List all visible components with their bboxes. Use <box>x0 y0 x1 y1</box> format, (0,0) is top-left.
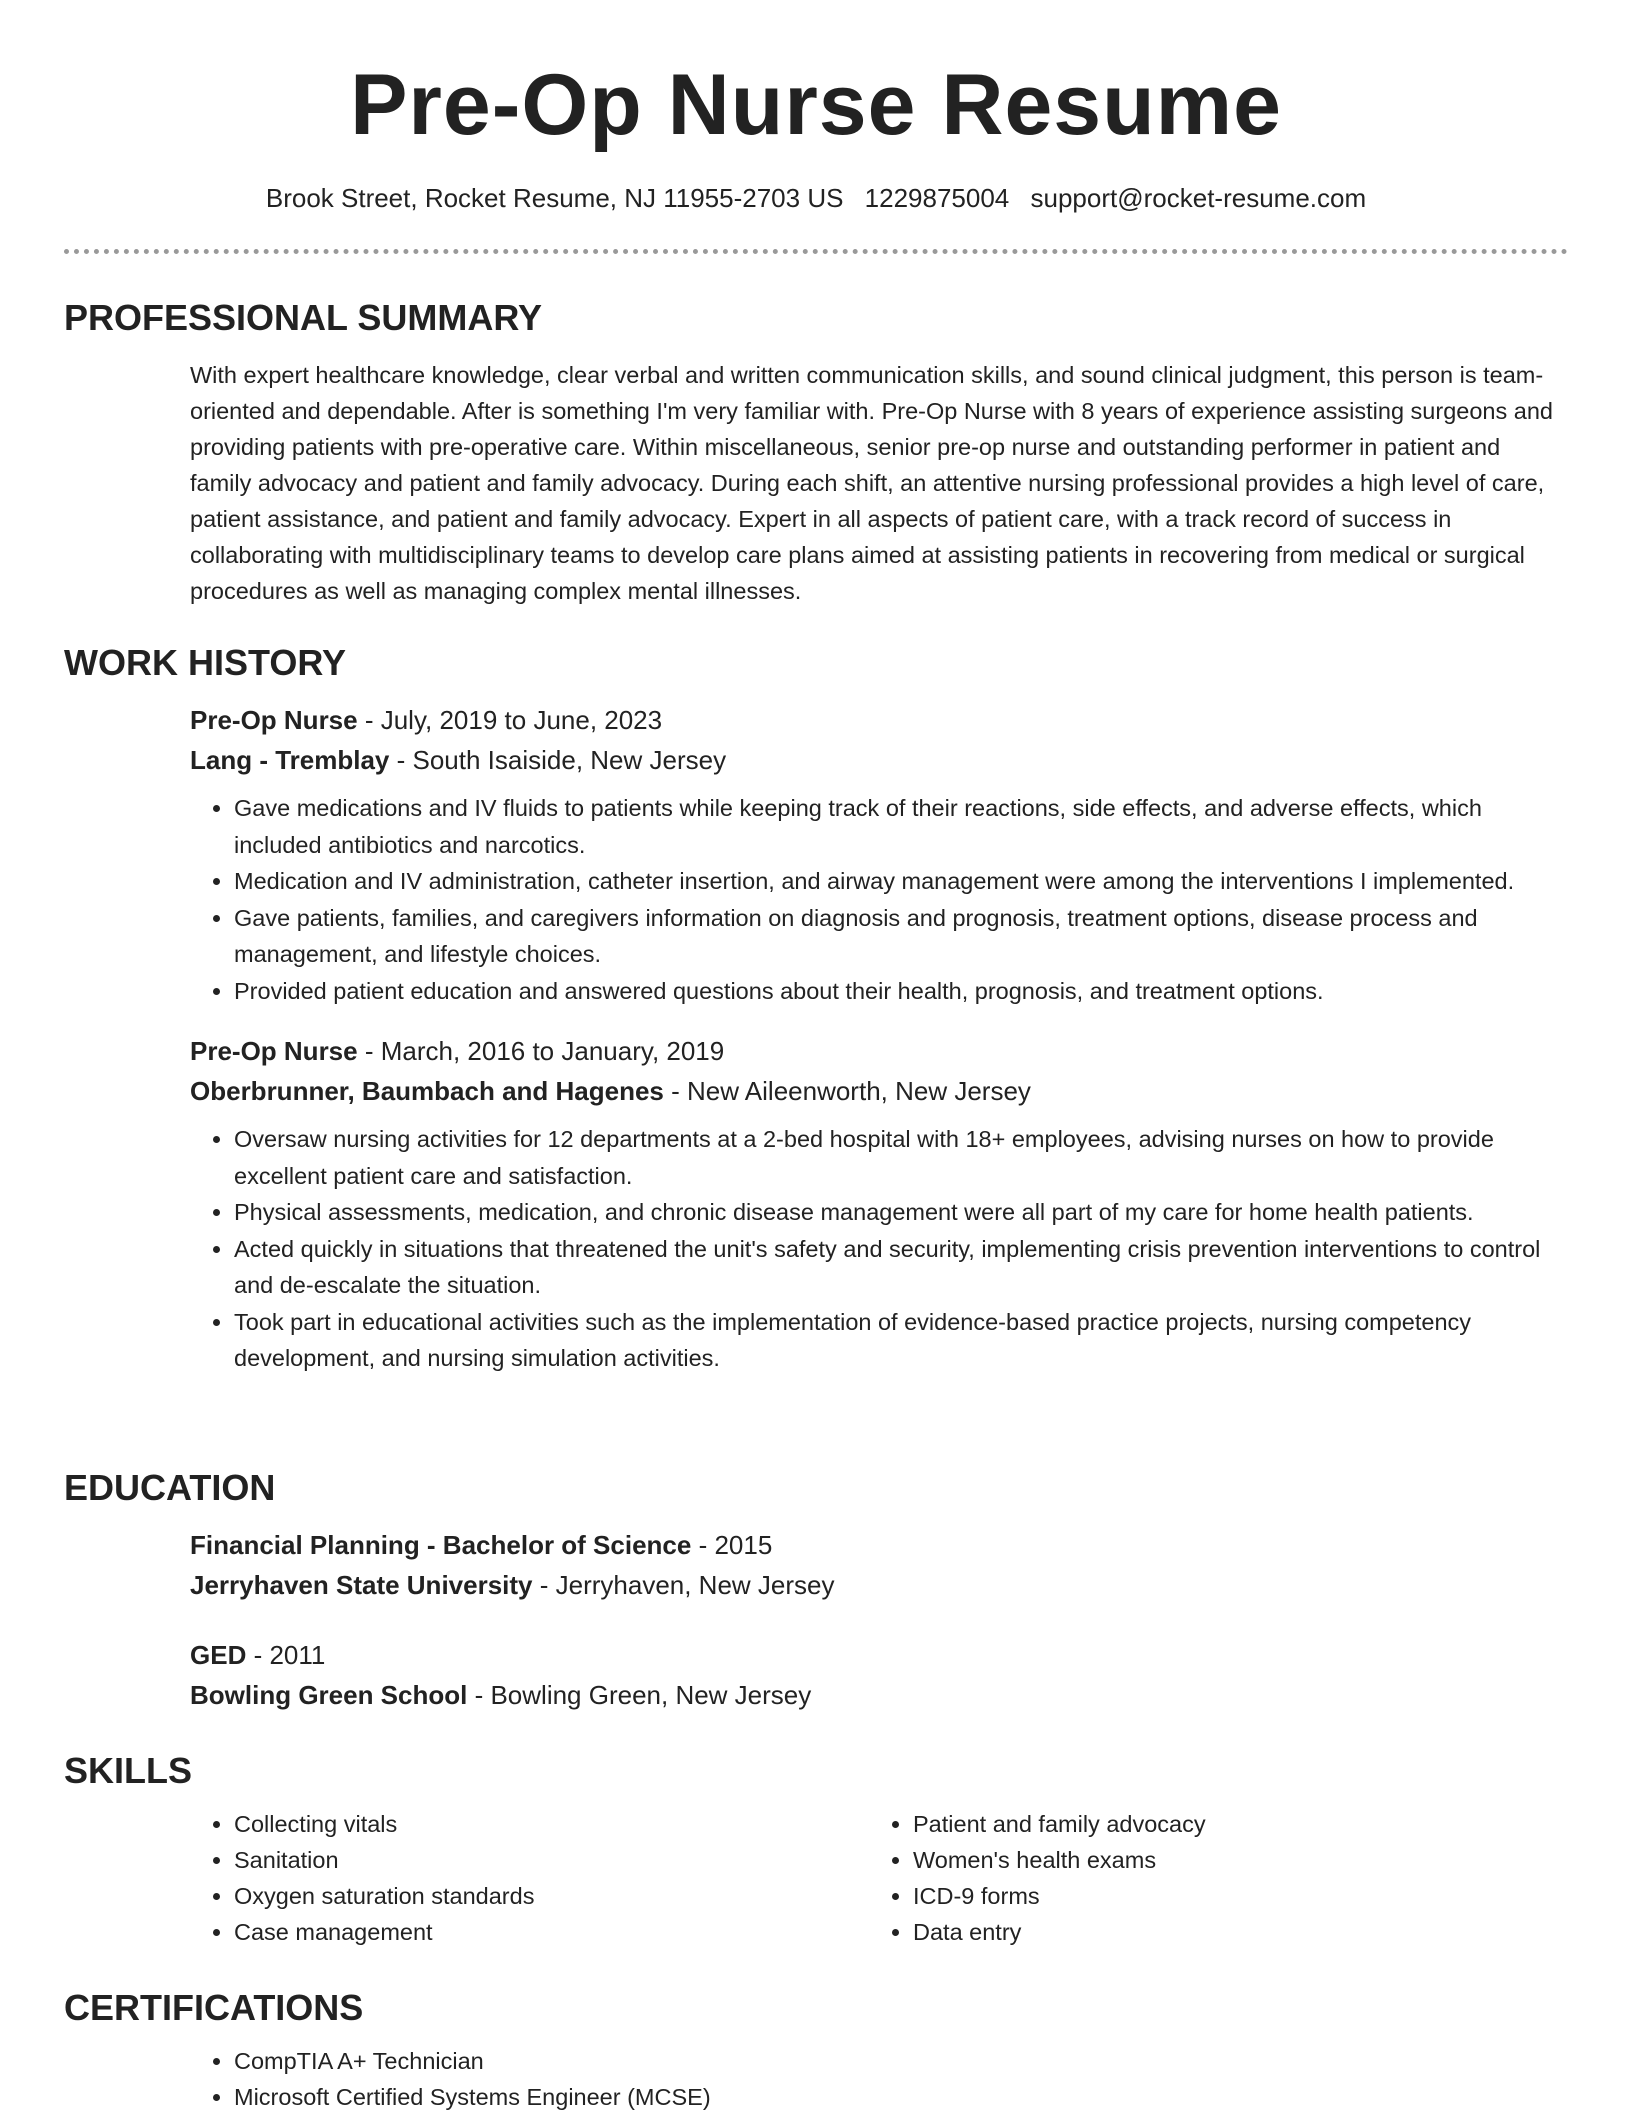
certifications-list <box>190 2043 869 2112</box>
job-role: Pre-Op Nurse <box>190 1036 358 1066</box>
contact-email: support@rocket-resume.com <box>1030 183 1367 213</box>
contact-address: Brook Street, Rocket Resume, NJ 11955-2703 US <box>265 183 844 213</box>
list-item: • CompTIA A+ Technician <box>234 2043 869 2079</box>
job-dates: - July, 2019 to June, 2023 <box>357 705 663 735</box>
job-company-line <box>190 1071 1568 1111</box>
job-location: - New Aileenworth, New Jersey <box>663 1076 1031 1106</box>
job-company: Lang - Tremblay <box>190 745 390 775</box>
education-degree: GED <box>190 1640 247 1670</box>
list-item: • Medication and IV administration, catheter insertion, and airway management were among the interventions I implemented. <box>234 863 1568 900</box>
header-divider <box>64 249 1568 254</box>
education-degree-line <box>190 1635 1568 1675</box>
section-title-certifications: CERTIFICATIONS <box>64 1987 364 2028</box>
work-history-section <box>64 640 1568 1377</box>
education-entry <box>64 1525 1568 1605</box>
list-item: • Took part in educational activities such as the implementation of evidence-based practice projects, nursing competency development, and nursing simulation activities. <box>234 1304 1568 1377</box>
summary-section <box>64 295 1568 609</box>
list-item: • Gave medications and IV fluids to patients while keeping track of their reactions, side effects, and adverse effects, which included antibiotics and narcotics. <box>234 790 1568 863</box>
list-item: • Women's health exams <box>913 1842 1548 1878</box>
job-company-line <box>190 740 1568 780</box>
job-dates: - March, 2016 to January, 2019 <box>357 1036 725 1066</box>
contact-phone: 1229875004 <box>864 183 1010 213</box>
education-school-line <box>190 1565 1568 1605</box>
list-item: • Provided patient education and answered questions about their health, prognosis, and treatment options. <box>234 973 1568 1010</box>
contact-line <box>0 180 1632 216</box>
list-item: • Sanitation <box>234 1842 869 1878</box>
skills-columns <box>190 1806 1568 1950</box>
education-location: - Bowling Green, New Jersey <box>467 1680 812 1710</box>
certifications-section <box>64 1985 1568 2112</box>
list-item: • Oversaw nursing activities for 12 departments at a 2-bed hospital with 18+ employees, advising nurses on how to provide excellent patient care and satisfaction. <box>234 1121 1568 1194</box>
skills-list-right <box>869 1806 1548 1950</box>
job-title-line <box>190 1031 1568 1071</box>
list-item: • Physical assessments, medication, and chronic disease management were all part of my care for home health patients. <box>234 1194 1568 1231</box>
education-school: Jerryhaven State University <box>190 1570 533 1600</box>
list-item: • Data entry <box>913 1914 1548 1950</box>
education-location: - Jerryhaven, New Jersey <box>532 1570 835 1600</box>
section-title-education: EDUCATION <box>64 1467 276 1508</box>
job-company: Oberbrunner, Baumbach and Hagenes <box>190 1076 664 1106</box>
list-item: • ICD-9 forms <box>913 1878 1548 1914</box>
resume-title: Pre-Op Nurse Resume <box>350 57 1282 153</box>
list-item: • Collecting vitals <box>234 1806 869 1842</box>
skills-section <box>64 1748 1568 1950</box>
section-title-summary: PROFESSIONAL SUMMARY <box>64 297 543 338</box>
education-year: - 2015 <box>691 1530 773 1560</box>
list-item: • Acted quickly in situations that threatened the unit's safety and security, implementing crisis prevention interventions to control and de-escalate the situation. <box>234 1231 1568 1304</box>
job-entry <box>64 700 1568 1009</box>
education-school: Bowling Green School <box>190 1680 468 1710</box>
education-year: - 2011 <box>246 1640 326 1670</box>
education-entry <box>64 1635 1568 1715</box>
list-item: • Oxygen saturation standards <box>234 1878 869 1914</box>
list-item: • Microsoft Certified Systems Engineer (MCSE) <box>234 2079 869 2112</box>
skills-list-left <box>190 1806 869 1950</box>
list-item: • Gave patients, families, and caregivers information on diagnosis and prognosis, treatment options, disease process and management, and lifestyle choices. <box>234 900 1568 973</box>
summary-text: With expert healthcare knowledge, clear verbal and written communication skills, and sound clinical judgment, this person is team-oriented and dependable. After is something I'm very familiar with. Pre-Op Nurse with 8 years of experience assisting surgeons and providing patients with pre-operative care. Within miscellaneous, senior pre-op nurse and outstanding performer in patient and family advocacy and patient and family advocacy. During each shift, an attentive nursing professional provides a high level of care, patient assistance, and patient and family advocacy. Expert in all aspects of patient care, with a track record of success in collaborating with multidisciplinary teams to develop care plans aimed at assisting patients in recovering from medical or surgical procedures as well as managing complex mental illnesses. <box>190 362 1553 604</box>
job-location: - South Isaiside, New Jersey <box>389 745 727 775</box>
section-title-work-history: WORK HISTORY <box>64 642 347 683</box>
education-degree-line <box>190 1525 1568 1565</box>
education-school-line <box>190 1675 1568 1715</box>
list-item: • Case management <box>234 1914 869 1950</box>
job-entry <box>64 1031 1568 1377</box>
list-item: • Patient and family advocacy <box>913 1806 1548 1842</box>
education-degree: Financial Planning - Bachelor of Science <box>190 1530 692 1560</box>
education-section <box>64 1465 1568 1715</box>
certifications-columns <box>190 2043 1568 2112</box>
job-title-line <box>190 700 1568 740</box>
job-role: Pre-Op Nurse <box>190 705 358 735</box>
job-bullets <box>190 1121 1568 1377</box>
job-bullets <box>190 790 1568 1009</box>
section-title-skills: SKILLS <box>64 1750 193 1791</box>
